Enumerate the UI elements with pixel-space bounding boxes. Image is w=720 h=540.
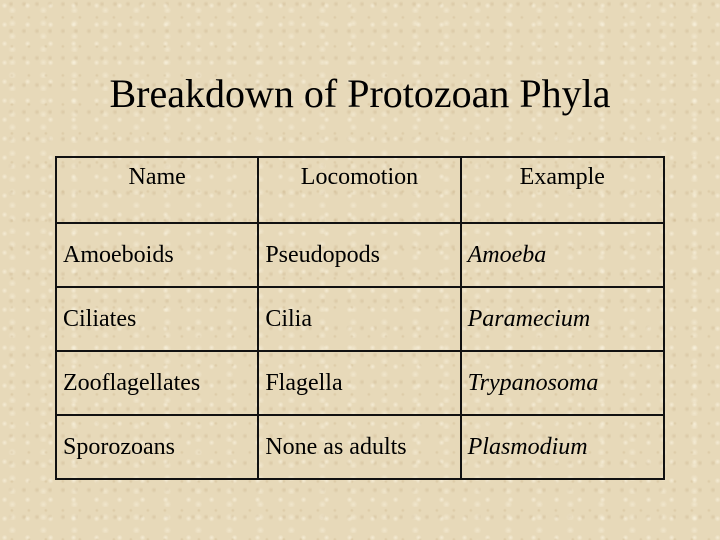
- cell-example: Plasmodium: [461, 415, 664, 479]
- slide-title: Breakdown of Protozoan Phyla: [109, 71, 611, 116]
- cell-name: Sporozoans: [56, 415, 258, 479]
- cell-name: Amoeboids: [56, 223, 258, 287]
- table-row: [56, 223, 664, 287]
- cell-name: Zooflagellates: [56, 351, 258, 415]
- cell-example: Trypanosoma: [461, 351, 664, 415]
- cell-locomotion: Flagella: [258, 351, 460, 415]
- header-locomotion: Locomotion: [258, 157, 460, 223]
- header-name: Name: [56, 157, 258, 223]
- protozoa-table: [55, 156, 665, 480]
- table-header-row: [56, 157, 664, 223]
- table-row: [56, 287, 664, 351]
- cell-locomotion: Cilia: [258, 287, 460, 351]
- table-row: [56, 351, 664, 415]
- cell-locomotion: None as adults: [258, 415, 460, 479]
- cell-locomotion: Pseudopods: [258, 223, 460, 287]
- table-row: [56, 415, 664, 479]
- cell-name: Ciliates: [56, 287, 258, 351]
- cell-example: Paramecium: [461, 287, 664, 351]
- cell-example: Amoeba: [461, 223, 664, 287]
- header-example: Example: [461, 157, 664, 223]
